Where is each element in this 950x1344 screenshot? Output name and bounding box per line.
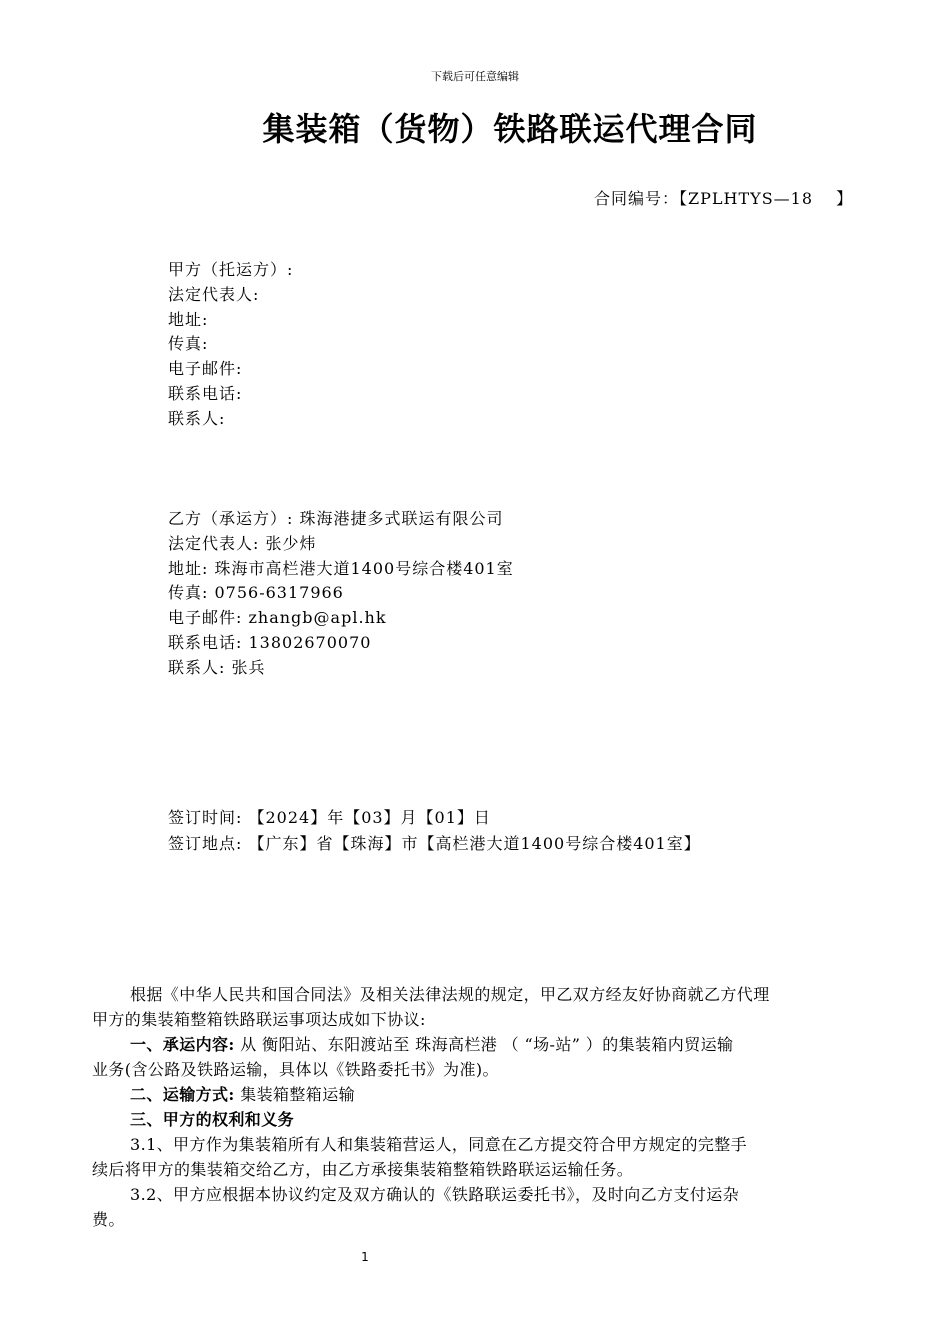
party-a-representative: 法定代表人: xyxy=(168,284,260,304)
section-3-heading: 三、甲方的权利和义务 xyxy=(130,1110,295,1129)
section-1-line-2: 业务(含公路及铁路运输，具体以《铁路委托书》为准)。 xyxy=(92,1060,499,1079)
party-b-contact: 联系人: 张兵 xyxy=(168,657,266,677)
party-a-name: 甲方（托运方）: xyxy=(168,260,294,279)
intro-line-1: 根据《中华人民共和国合同法》及相关法律法规的规定，甲乙双方经友好协商就乙方代理 xyxy=(130,985,770,1004)
clause-3-2-line-2: 费。 xyxy=(92,1210,125,1229)
party-a-address: 地址: xyxy=(168,309,209,329)
section-2-text: 集装箱整箱运输 xyxy=(234,1085,356,1104)
contract-number: 合同编号：【ZPLHTYS—18 】 xyxy=(594,189,854,208)
intro-line-2: 甲方的集装箱整箱铁路联运事项达成如下协议: xyxy=(92,1010,426,1029)
party-a-block xyxy=(168,258,293,432)
signing-place: 签订地点: 【广东】省【珠海】市【高栏港大道1400号综合楼401室】 xyxy=(168,834,701,853)
party-b-block xyxy=(168,507,514,681)
header-note: 下载后可任意编辑 xyxy=(431,70,519,83)
signing-block xyxy=(168,805,701,857)
section-2-heading: 二、运输方式: xyxy=(130,1085,235,1104)
party-b-name: 乙方（承运方）: 珠海港捷多式联运有限公司 xyxy=(168,509,504,528)
party-a-email: 电子邮件: xyxy=(168,359,243,379)
page-number: 1 xyxy=(361,1250,369,1264)
clause-3-2-line-1: 3.2、甲方应根据本协议约定及双方确认的《铁路联运委托书》，及时向乙方支付运杂 xyxy=(130,1185,740,1204)
section-1-heading: 一、承运内容: xyxy=(130,1035,235,1054)
clause-3-1-line-2: 续后将甲方的集装箱交给乙方，由乙方承接集装箱整箱铁路联运运输任务。 xyxy=(92,1160,634,1179)
party-b-representative: 法定代表人: 张少炜 xyxy=(168,533,317,553)
contract-body xyxy=(92,982,892,1232)
clause-3-1-line-1: 3.1、甲方作为集装箱所有人和集装箱营运人，同意在乙方提交符合甲方规定的完整手 xyxy=(130,1135,748,1154)
party-a-contact: 联系人: xyxy=(168,408,226,428)
party-b-email: 电子邮件: zhangb@apl.hk xyxy=(168,608,387,628)
section-1-line-1 xyxy=(92,1032,892,1057)
section-1-text: 从 衡阳站、东阳渡站至 珠海高栏港 （ “场-站” ）的集装箱内贸运输 xyxy=(234,1035,734,1054)
party-b-address: 地址: 珠海市高栏港大道1400号综合楼401室 xyxy=(168,558,514,578)
party-a-phone: 联系电话: xyxy=(168,383,243,403)
party-a-fax: 传真: xyxy=(168,334,209,354)
signing-time: 签订时间: 【2024】年【03】月【01】日 xyxy=(168,808,491,827)
party-b-phone: 联系电话: 13802670070 xyxy=(168,632,372,652)
section-2-line xyxy=(92,1082,892,1107)
party-b-fax: 传真: 0756-6317966 xyxy=(168,583,344,603)
document-title: 集装箱（货物）铁路联运代理合同 xyxy=(262,110,758,148)
